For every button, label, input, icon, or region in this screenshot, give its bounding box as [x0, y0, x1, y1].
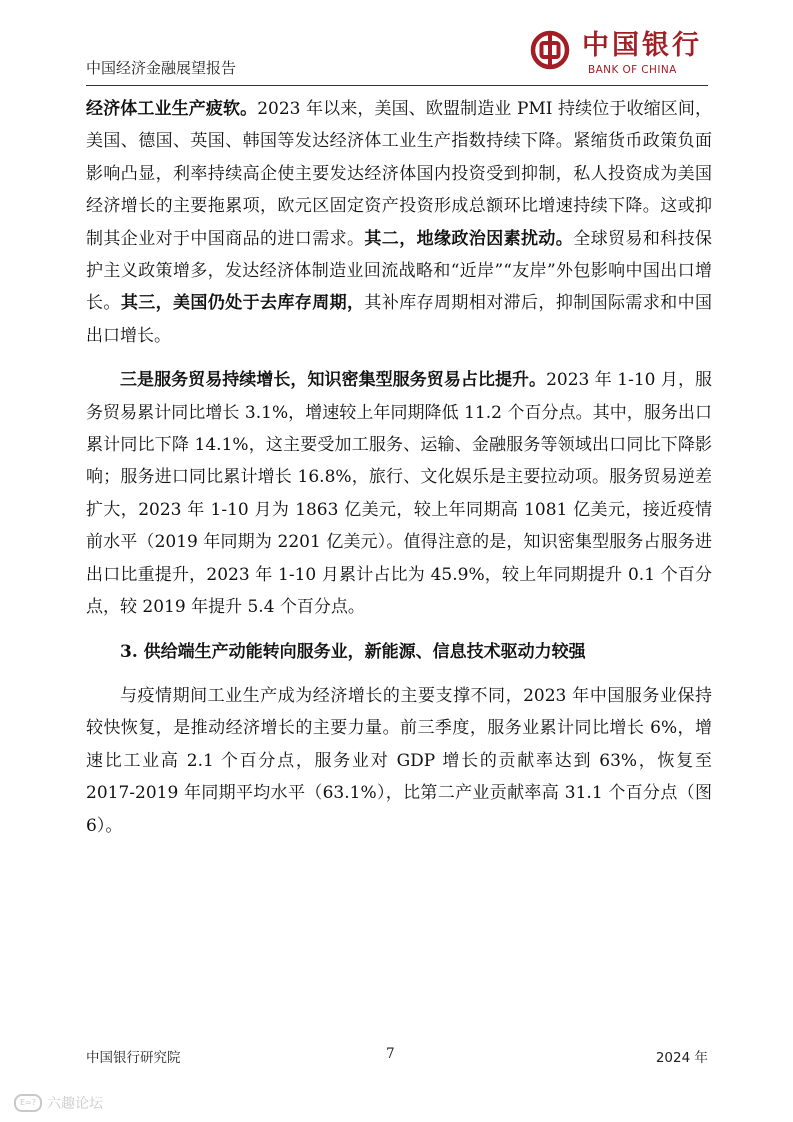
paragraph-weak-demand [86, 93, 712, 352]
logo-chinese-text: 中国银行 [582, 30, 702, 61]
report-body [86, 93, 712, 842]
page-number: 7 [386, 1046, 395, 1062]
footer-institution: 中国银行研究院 [86, 1050, 181, 1066]
text-run: 2023 年 1-10 月，服务贸易累计同比增长 3.1%，增速较上年同期降低 11.2 个百分点。其中，服务出口累计同比下降 14.1%，这主要受加工服务、运输、金融服务等领域出口同比下降影响；服务进口同比累计增长 16.8%，旅行、文化娱乐是主要拉动项。服务贸易逆差扩大，2023 年 1-10 月为 1863 亿美元，较上年同期高 1081 亿美元，接近疫情前水平（2019 年同期为 2201 亿美元）。值得注意的是，知识密集型服务占服务进出口比重提升，2023 年 1-10 月累计占比为 45.9%，较上年同期提升 0.1 个百分点，较 2019 年提升 5.4 个百分点。 [86, 370, 713, 618]
text-run: 全球贸易和科技保护主义政策增多，发达经济体制造业回流战略和“近岸”“友岸”外包影响中国出口增长。 [86, 228, 713, 314]
page-footer [86, 1046, 708, 1068]
paragraph-services-growth [86, 680, 712, 842]
section-heading: 3. 供给端生产动能转向服务业，新能源、信息技术驱动力较强 [120, 641, 586, 662]
bank-logo [530, 30, 708, 78]
text-run: 经济体工业生产疲软。 [86, 99, 258, 119]
text-run: 其补库存周期相对滞后，抑制国际需求和中国出口增长。 [86, 293, 713, 346]
logo-english-text: BANK OF CHINA [588, 64, 677, 76]
paragraph-services-trade [86, 364, 712, 623]
footer-year: 2024 年 [655, 1050, 708, 1066]
bank-of-china-emblem-icon [530, 30, 570, 70]
text-run: 其三，美国仍处于去库存周期， [120, 293, 365, 314]
header-divider [86, 85, 708, 86]
page-header [86, 22, 708, 84]
text-run: 2023 年以来，美国、欧盟制造业 PMI 持续位于收缩区间，美国、德国、英国、韩国等发达经济体工业生产指数持续下降。紧缩货币政策负面影响凸显，利率持续高企使主要发达经济体国内投资受到抑制，私人投资成为美国经济增长的主要拖累项，欧元区固定资产投资形成总额环比增速持续下降。这或抑制其企业对于中国商品的进口需求。 [86, 99, 712, 249]
text-run: 三是服务贸易持续增长，知识密集型服务贸易占比提升。 [120, 370, 547, 391]
text-run: 其二，地缘政治因素扰动。 [364, 228, 574, 249]
watermark-text: 六趣论坛 [47, 1096, 103, 1112]
text-run: 与疫情期间工业生产成为经济增长的主要支撑不同，2023 年中国服务业保持较快恢复，是推动经济增长的主要力量。前三季度，服务业累计同比增长 6%，增速比工业高 2.1 个百分点，服务业对 GDP 增长的贡献率达到 63%，恢复至 2017-2019 年同期平均水平（63.1%），比第二产业贡献率高 31.1 个百分点（图6）。 [86, 685, 712, 836]
watermark-logo-icon: E=? [14, 1094, 42, 1112]
watermark [14, 1092, 103, 1114]
report-title: 中国经济金融展望报告 [86, 59, 237, 77]
